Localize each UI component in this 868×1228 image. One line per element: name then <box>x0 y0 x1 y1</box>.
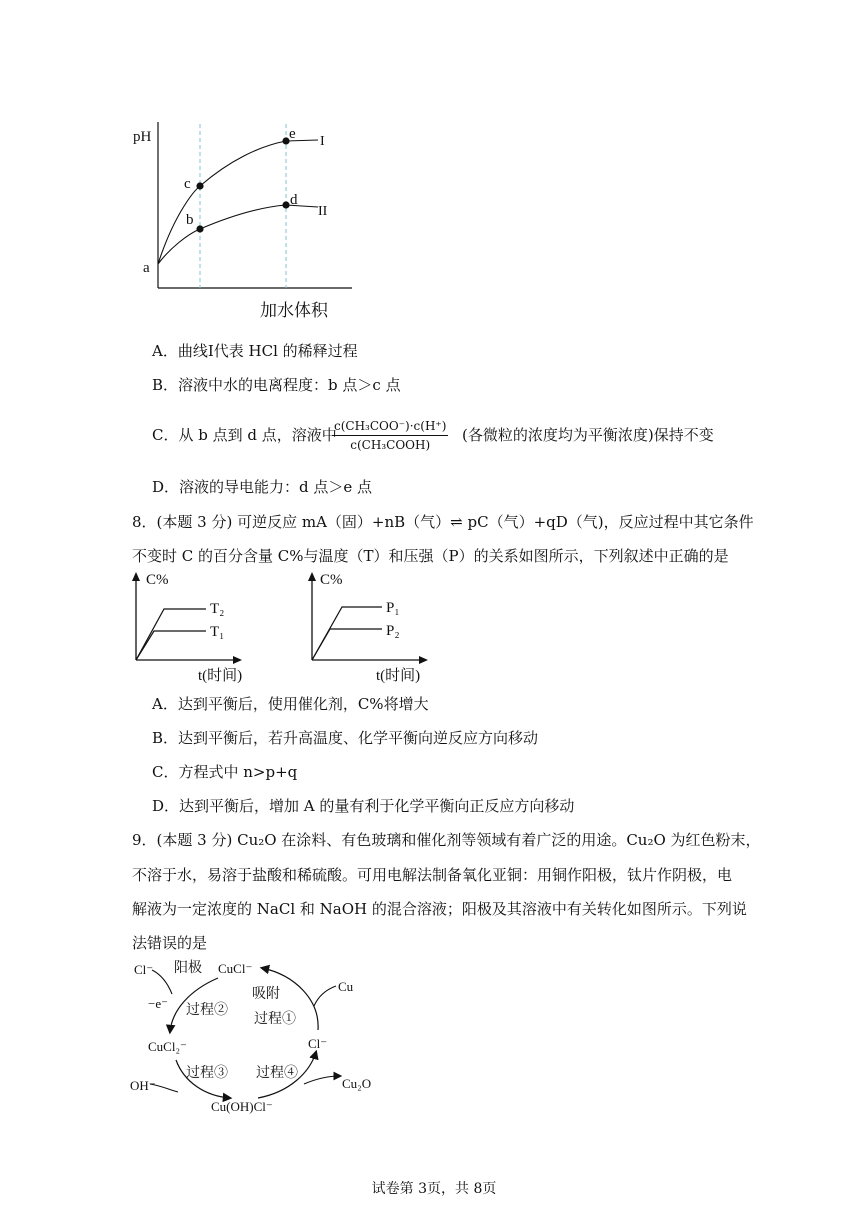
label-point-d: d <box>290 192 298 208</box>
q9-stem-line4: 法错误的是 <box>132 934 208 952</box>
chart-xlabel: t(时间) <box>376 668 421 684</box>
curve-T1 <box>136 631 206 660</box>
label-P1: P₁ <box>386 600 400 616</box>
q7-option-c-prefix: C．从 b 点到 d 点，溶液中 <box>152 426 337 444</box>
label-point-b: b <box>186 212 194 228</box>
fig1-ylabel: pH <box>133 129 152 145</box>
label-T1: T₁ <box>210 624 225 640</box>
cycle-adsorb: 吸附 <box>252 987 280 1002</box>
arc-cucl2-to-cuohcl <box>176 1060 230 1098</box>
cycle-process-3: 过程③ <box>186 1066 228 1081</box>
arc-cucl-to-cucl2 <box>170 978 218 1032</box>
arrow-cu2o-out <box>304 1076 340 1084</box>
fraction-numerator: c(CH₃COO⁻)·c(H⁺) <box>332 418 448 436</box>
y-axis-arrow <box>308 572 316 581</box>
cycle-cu2o: Cu₂O <box>342 1076 372 1091</box>
chart-ylabel: C% <box>320 572 343 588</box>
q7-option-d: D．溶液的导电能力：d 点＞e 点 <box>152 478 373 496</box>
x-axis-arrow <box>233 656 242 664</box>
label-curve-II: II <box>318 204 328 219</box>
q8-option-c: C．方程式中 n>p+q <box>152 763 298 781</box>
q9-stem-line2: 不溶于水，易溶于盐酸和稀硫酸。可用电解法制备氧化亚铜：用铜作阳极，钛片作阴极，电 <box>132 866 733 884</box>
q8-pressure-chart <box>300 572 450 692</box>
q7-option-c-suffix: (各微粒的浓度均为平衡浓度)保持不变 <box>462 426 714 444</box>
label-point-e: e <box>289 126 296 142</box>
label-P2: P₂ <box>386 623 400 639</box>
cycle-cu: Cu <box>338 979 354 994</box>
x-axis-arrow <box>419 656 428 664</box>
cycle-minus-e: −e⁻ <box>148 996 168 1011</box>
arc-cuohcl-to-cl <box>258 1052 316 1098</box>
curve-T2 <box>136 609 206 660</box>
arrow-oh-in <box>150 1084 178 1092</box>
cycle-cucl2: CuCl₂⁻ <box>148 1039 187 1054</box>
cycle-process-2: 过程② <box>186 1003 228 1018</box>
point-b <box>196 225 203 232</box>
q8-temperature-chart <box>124 572 264 692</box>
cycle-oh: OH⁻ <box>130 1078 156 1093</box>
arc-right-up <box>262 968 318 1030</box>
ph-dilution-figure <box>0 0 868 330</box>
cycle-cuohcl: Cu(OH)Cl⁻ <box>211 1099 273 1114</box>
curve-P1 <box>312 607 382 660</box>
label-curve-I: I <box>320 134 325 149</box>
cycle-cl-in: Cl⁻ <box>134 962 154 977</box>
chart-xlabel: t(时间) <box>198 668 243 684</box>
label-point-a: a <box>143 260 150 276</box>
y-axis-arrow <box>132 572 140 581</box>
q8-option-b: B．达到平衡后，若升高温度、化学平衡向逆反应方向移动 <box>152 729 539 747</box>
label-T2: T₂ <box>210 601 225 617</box>
curve-II <box>158 205 318 264</box>
cycle-process-4: 过程④ <box>256 1066 298 1081</box>
cycle-cl-out: Cl⁻ <box>308 1036 328 1051</box>
q8-option-a: A．达到平衡后，使用催化剂，C%将增大 <box>152 695 429 713</box>
fig1-xlabel: 加水体积 <box>260 301 328 320</box>
q8-option-d: D．达到平衡后，增加 A 的量有利于化学平衡向正反应方向移动 <box>152 797 575 815</box>
label-point-c: c <box>184 176 191 192</box>
point-c <box>196 182 203 189</box>
q7-option-a: A．曲线Ⅰ代表 HCl 的稀释过程 <box>152 342 358 360</box>
q7-fraction <box>332 418 448 453</box>
cycle-anode: 阳极 <box>174 961 202 976</box>
arrow-cu-in <box>314 986 336 1006</box>
chart-ylabel: C% <box>146 572 169 588</box>
arrow-cl-in <box>152 970 172 994</box>
point-d <box>282 201 289 208</box>
q9-stem-line3: 解液为一定浓度的 NaCl 和 NaOH 的混合溶液；阳极及其溶液中有关转化如图所示。下列说 <box>132 900 747 918</box>
q9-stem-line1: 9．(本题 3 分) Cu₂O 在涂料、有色玻璃和催化剂等领域有着广泛的用途。Cu₂O 为红色粉末， <box>132 831 761 849</box>
cycle-cucl: CuCl⁻ <box>218 961 253 976</box>
q7-option-b: B．溶液中水的电离程度：b 点＞c 点 <box>152 376 401 394</box>
q8-stem-line1: 8．(本题 3 分) 可逆反应 mA（固）+nB（气）⇌ pC（气）+qD（气)，反应过程中其它条件 <box>132 513 754 531</box>
page-footer: 试卷第 3页，共 8页 <box>371 1181 497 1197</box>
cycle-process-1: 过程① <box>254 1012 296 1027</box>
fraction-denominator: c(CH₃COOH) <box>350 438 431 452</box>
curve-P2 <box>312 629 382 660</box>
q8-stem-line2: 不变时 C 的百分含量 C%与温度（T）和压强（P）的关系如图所示，下列叙述中正确的是 <box>132 547 729 565</box>
